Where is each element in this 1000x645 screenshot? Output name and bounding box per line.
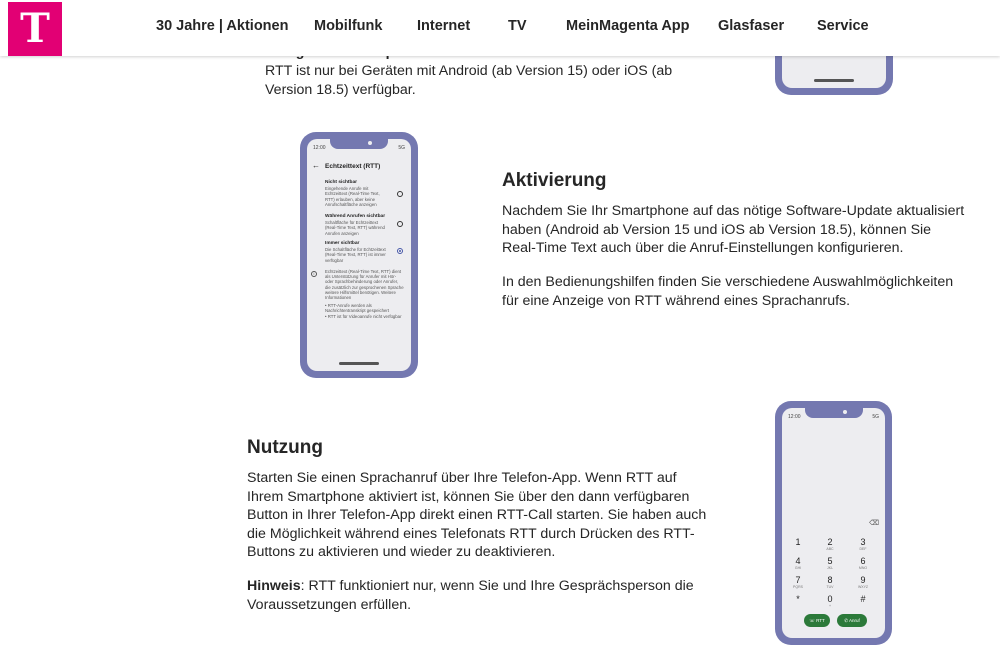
- status-time: 12:00: [313, 145, 326, 151]
- aktivierung-paragraph-1: Nachdem Sie Ihr Smartphone auf das nötige Software-Update aktualisiert haben (Android ab Version 15 und iOS ab Version 18.5), können Sie Real-Time Text auch über die Anruf-Einstellungen konfigurieren.: [502, 203, 965, 256]
- rtt-option-desc: Schaltfläche für Echtzeittext (Real-Time Text, RTT) während Anrufen anzeigen: [325, 220, 385, 236]
- voice-call-button: ✆ Anruf: [837, 614, 867, 627]
- nutzung-hint: [247, 577, 702, 614]
- status-network: 5G: [872, 414, 879, 420]
- home-indicator: [339, 362, 379, 365]
- dialpad-key-letters: PQRS: [793, 585, 803, 589]
- nav-item-service[interactable]: Service: [817, 18, 869, 34]
- rtt-option-desc: Die Schaltfläche für Echtzeittext (Real-Time Text, RTT) ist immer verfügbar: [325, 247, 386, 263]
- rtt-info-bullet: • RTT-Anrufe werden als Nachrichtentranskript gespeichert: [325, 303, 390, 314]
- dialpad-key: [788, 556, 808, 570]
- dialpad-key: [820, 575, 840, 589]
- voice-call-label: Anruf: [849, 618, 860, 623]
- dialpad-key-digit: 8: [827, 575, 833, 585]
- telekom-logo[interactable]: [8, 2, 62, 56]
- dialpad-key-digit: 9: [860, 575, 866, 585]
- rtt-call-button: ☏ RTT: [804, 614, 830, 627]
- rtt-option-desc: Eingehende Anrufe mit Echtzeittext (Real-Time Text, RTT) erlauben, aber keine Anrufschaltfläche anzeigen: [325, 186, 380, 207]
- dialpad-key-digit: 0: [827, 594, 833, 604]
- rtt-option-title: Immer sichtbar: [325, 241, 360, 246]
- nav-item-mobilfunk[interactable]: Mobilfunk: [314, 18, 383, 34]
- dialpad-key: [853, 556, 873, 570]
- rtt-option: [325, 180, 387, 207]
- phone-illustration-dialer: [775, 401, 892, 645]
- phone-screen-settings: [307, 139, 411, 371]
- status-network: 5G: [398, 145, 405, 151]
- nav-item-meinmagenta-app[interactable]: MeinMagenta App: [566, 18, 690, 34]
- info-icon: i: [311, 271, 317, 277]
- dialpad-key: [820, 556, 840, 570]
- rtt-option-title: Nicht sichtbar: [325, 180, 357, 185]
- dialpad-key-digit: 3: [860, 537, 866, 547]
- dialpad-key: [820, 537, 840, 551]
- home-indicator: [814, 79, 854, 82]
- backspace-icon: ⌫: [869, 520, 879, 527]
- nav-item-aktionen[interactable]: 30 Jahre | Aktionen: [156, 18, 289, 34]
- dialpad-key-digit: 6: [860, 556, 866, 566]
- rtt-info-note: Echtzeittext (Real-Time Text, RTT) dient als Unterstützung für Anrufer mit Hör- oder Sprachbehinderung oder Anrufer, die zusätzlich zur gesprochenen Sprache weitere Hilfsmittel benötigen. Weitere Informationen: [325, 269, 404, 301]
- dialpad-key-digit: 5: [827, 556, 833, 566]
- dialpad-key-letters: ABC: [826, 547, 834, 551]
- phone-screen-dialer: [782, 408, 885, 638]
- dialpad-key: [853, 575, 873, 589]
- hint-text: : RTT funktioniert nur, wenn Sie und Ihre Gesprächsperson die Voraussetzungen erfüllen.: [247, 578, 694, 613]
- dialpad-key-digit: 2: [827, 537, 833, 547]
- rtt-option-title: Während Anrufen sichtbar: [325, 214, 386, 219]
- dialpad-key-digit: *: [796, 594, 800, 604]
- rtt-info-bullet: • RTT ist für Videoanrufe nicht verfügbar: [325, 314, 402, 319]
- rtt-info-bullet-text: RTT ist für Videoanrufe nicht verfügbar: [327, 314, 402, 319]
- logo-t-text: T: [20, 5, 50, 52]
- rtt-info-bullet-text: RTT-Anrufe werden als Nachrichtentranskript gespeichert: [325, 303, 390, 314]
- dialpad-key: [853, 537, 873, 551]
- dialpad-key-letters: JKL: [826, 566, 834, 570]
- phone-notch: [805, 408, 863, 418]
- back-arrow-icon: ←: [312, 161, 320, 170]
- dialpad-key-letters: GHI: [794, 566, 802, 570]
- dialpad-key-letters: MNO: [858, 566, 868, 570]
- radio-selected-icon: [397, 248, 403, 254]
- nav-item-glasfaser[interactable]: Glasfaser: [718, 18, 785, 34]
- nutzung-heading: Nutzung: [247, 437, 323, 458]
- dialpad-key-letters: TUV: [826, 585, 834, 589]
- rtt-option: [325, 214, 387, 236]
- nav-item-tv[interactable]: TV: [508, 18, 527, 34]
- dialpad-key-digit: 7: [795, 575, 801, 585]
- hint-label: Hinweis: [247, 578, 301, 594]
- dialpad-key-digit: 1: [795, 537, 801, 547]
- status-time: 12:00: [788, 414, 801, 420]
- aktivierung-paragraph-2: In den Bedienungshilfen finden Sie verschiedene Auswahlmöglichkeiten für eine Anzeige von RTT während eines Sprachanrufs.: [502, 274, 954, 309]
- site-header: [0, 0, 1000, 56]
- nutzung-paragraph: Starten Sie einen Sprachanruf über Ihre Telefon-App. Wenn RTT auf Ihrem Smartphone aktiviert ist, können Sie über den dann verfügbaren Button in Ihrer Telefon-App direkt einen RTT-Call starten. Sie haben auch die Möglichkeit während eines Telefonats RTT durch Drücken des RTT-Buttons zu aktivieren und wieder zu deaktivieren.: [247, 470, 707, 560]
- dialpad-key-letters: DEF: [859, 547, 867, 551]
- rtt-call-label: RTT: [816, 618, 825, 623]
- radio-icon: [397, 221, 403, 227]
- dialpad-key: [788, 594, 808, 604]
- dialpad-key: [820, 594, 840, 608]
- phone-illustration-settings: [300, 132, 418, 378]
- dialpad-key-digit: #: [860, 594, 866, 604]
- dialpad-key-digit: 4: [795, 556, 801, 566]
- phone-notch: [330, 139, 388, 149]
- settings-title: Echtzeittext (RTT): [325, 163, 381, 170]
- aktivierung-heading: Aktivierung: [502, 170, 607, 191]
- dialpad-key-letters: WXYZ: [857, 585, 869, 589]
- radio-icon: [397, 191, 403, 197]
- dialpad-key-letters: +: [828, 604, 832, 608]
- rtt-option: [325, 241, 387, 263]
- intro-text: RTT ist nur bei Geräten mit Android (ab Version 15) oder iOS (ab Version 18.5) verfügbar.: [265, 63, 673, 98]
- dialpad-key: [788, 537, 808, 547]
- dialpad-key: [788, 575, 808, 589]
- nav-item-internet[interactable]: Internet: [417, 18, 471, 34]
- dialpad-key: [853, 594, 873, 604]
